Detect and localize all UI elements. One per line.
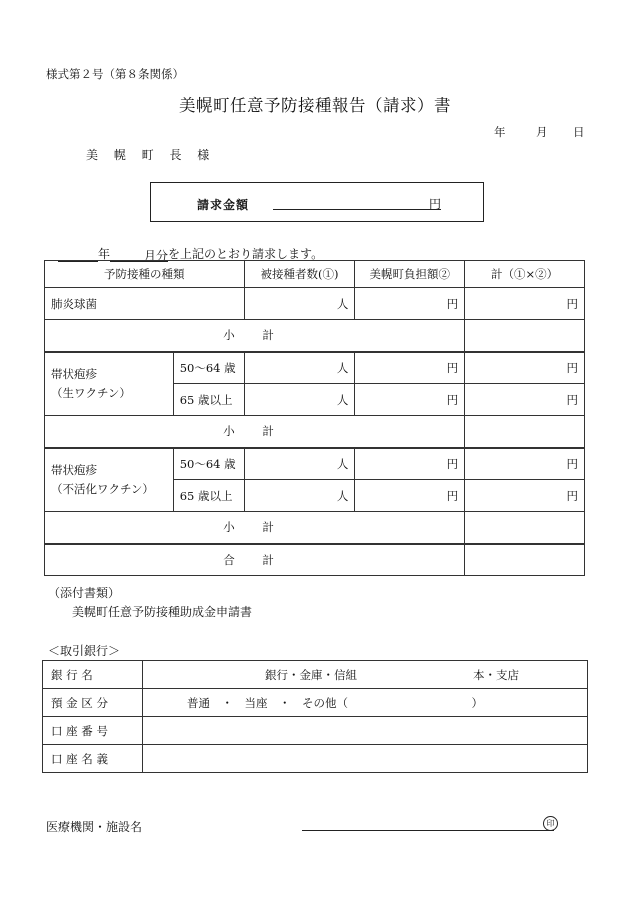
- bank-type-options: 銀行・金庫・信組: [265, 667, 357, 682]
- subtotal-cell[interactable]: [465, 512, 585, 544]
- age-group-label: 50～64 歳: [173, 352, 244, 384]
- shingles-live-name: 帯状疱疹: [51, 367, 97, 382]
- period-text: を上記のとおり請求します。: [168, 247, 324, 261]
- deposit-type-options: 普通 ・ 当座 ・ その他（: [187, 695, 348, 710]
- age-group-label: 50～64 歳: [173, 448, 244, 480]
- shingles-inactivated-label: [45, 448, 174, 512]
- count-cell[interactable]: 人: [244, 384, 355, 416]
- burden-cell[interactable]: 円: [355, 480, 465, 512]
- attachments-item: 美幌町任意予防接種助成金申請書: [72, 605, 253, 619]
- addressee: 美 幌 町 長 様: [86, 148, 216, 162]
- pneumococcal-burden-cell[interactable]: 円: [355, 288, 465, 320]
- header-total: 計（①×②）: [465, 261, 585, 288]
- shingles-inactivated-name: 帯状疱疹: [51, 463, 97, 478]
- form-number: 様式第２号（第８条関係）: [46, 67, 184, 81]
- vaccination-table: [44, 260, 585, 576]
- seal-mark: 印: [543, 816, 558, 831]
- attachments-label: （添付書類）: [48, 586, 121, 600]
- burden-cell[interactable]: 円: [355, 352, 465, 384]
- deposit-type-label: 預 金 区 分: [43, 689, 143, 717]
- shingles-live-sub: （生ワクチン）: [51, 385, 131, 400]
- bank-name-cell[interactable]: [143, 661, 588, 689]
- header-burden: 美幌町負担額②: [355, 261, 465, 288]
- total-cell[interactable]: 円: [465, 384, 585, 416]
- account-holder-label: 口 座 名 義: [43, 745, 143, 773]
- date-month: 月: [536, 125, 548, 139]
- facility-name-label: 医療機関・施設名: [46, 820, 143, 834]
- period-month: 月分: [144, 249, 169, 263]
- bank-section-title: ＜取引銀行＞: [48, 644, 121, 658]
- facility-name-field[interactable]: [302, 830, 554, 831]
- account-number-cell[interactable]: [143, 717, 588, 745]
- count-cell[interactable]: 人: [244, 448, 355, 480]
- deposit-type-cell[interactable]: [143, 689, 588, 717]
- pneumococcal-count-cell[interactable]: 人: [244, 288, 355, 320]
- date-day: 日: [573, 125, 585, 139]
- header-type: 予防接種の種類: [45, 261, 245, 288]
- subtotal-label: 小 計: [45, 320, 465, 352]
- total-cell[interactable]: 円: [465, 448, 585, 480]
- grand-total-cell[interactable]: [465, 544, 585, 576]
- account-number-label: 口 座 番 号: [43, 717, 143, 745]
- date-year: 年: [494, 125, 506, 139]
- bank-table: [42, 660, 588, 773]
- grand-total-label: 合 計: [45, 544, 465, 576]
- total-cell[interactable]: 円: [465, 352, 585, 384]
- subtotal-cell[interactable]: [465, 320, 585, 352]
- subtotal-cell[interactable]: [465, 416, 585, 448]
- deposit-type-close: ）: [471, 695, 483, 710]
- period-year: 年: [98, 247, 111, 261]
- total-cell[interactable]: 円: [465, 480, 585, 512]
- account-holder-cell[interactable]: [143, 745, 588, 773]
- page-title: 美幌町任意予防接種報告（請求）書: [179, 96, 451, 115]
- bank-name-label: 銀 行 名: [43, 661, 143, 689]
- count-cell[interactable]: 人: [244, 352, 355, 384]
- claim-unit: 円: [429, 197, 442, 211]
- pneumococcal-total-cell[interactable]: 円: [465, 288, 585, 320]
- pneumococcal-label: 肺炎球菌: [45, 288, 245, 320]
- age-group-label: 65 歳以上: [173, 480, 244, 512]
- branch-type-options: 本・支店: [473, 667, 519, 682]
- burden-cell[interactable]: 円: [355, 384, 465, 416]
- count-cell[interactable]: 人: [244, 480, 355, 512]
- claim-label: 請求金額: [197, 198, 250, 212]
- subtotal-label: 小 計: [45, 416, 465, 448]
- shingles-inactivated-sub: （不活化ワクチン）: [51, 481, 154, 496]
- claim-amount-field[interactable]: [273, 209, 441, 210]
- claim-amount-box: [150, 182, 484, 222]
- shingles-live-label: [45, 352, 174, 416]
- header-count: 被接種者数(①): [244, 261, 355, 288]
- age-group-label: 65 歳以上: [173, 384, 244, 416]
- subtotal-label: 小 計: [45, 512, 465, 544]
- burden-cell[interactable]: 円: [355, 448, 465, 480]
